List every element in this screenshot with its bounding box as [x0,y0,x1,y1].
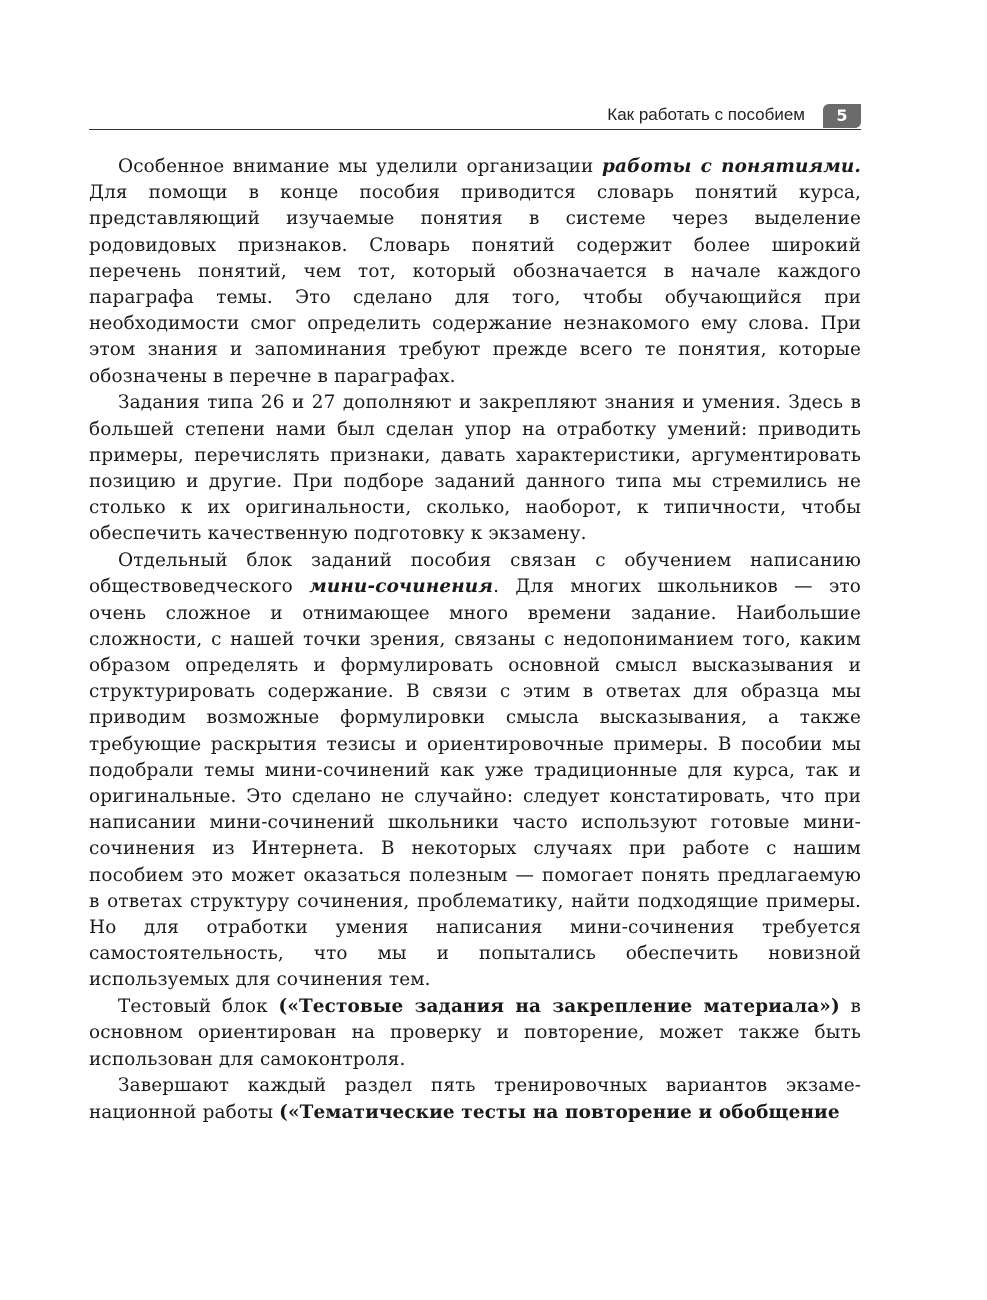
paragraph-test-block [89,994,861,1073]
paragraph-tasks [89,390,861,547]
paragraph-mini-essay [89,548,861,993]
paragraph-variants [89,1073,861,1125]
bold-title: («Тестовые задания на закрепление материала») [278,996,840,1018]
page-number-badge: 5 [823,104,861,128]
paragraph-text: Для помощи в конце пособия приводится словарь понятий курса, представляющий изучаемые понятия в системе через выделение родовидовых признаков. Словарь понятий содержит более широкий перечень понятий, чем тот, который обозначается в начале каждого параграфа темы. Это сделано для того, чтобы обучающийся при необходимости смог определить содержание незнакомого ему слова. При этом знания и запоминания требуют прежде всего те понятия, которые обозначены в перечне в параграфах. [89,182,861,387]
emphasis-term: мини-сочинения [309,576,494,598]
emphasis-term: работы с понятиями. [602,156,861,177]
body-text [89,154,861,1126]
paragraph-text: в основном ориентирован на проверку и повторение, может также быть использован для самоконтроля. [89,996,861,1070]
bold-title: («Тематические тесты на повторение и обобщение [279,1101,840,1123]
paragraph-text: Тестовый блок [118,996,279,1018]
running-header [89,104,861,130]
paragraph-text: Завершают каждый раздел пять тренировочных вариантов экзаменационной работы [89,1075,861,1123]
paragraph-text: Особенное внимание мы уделили организации [118,156,603,177]
header-rule [89,129,861,130]
paragraph-text: Задания типа 26 и 27 дополняют и закрепляют знания и умения. Здесь в большей степени нами был сделан упор на отработку умений: приводить примеры, перечислять признаки, давать характеристики, аргументировать позицию и другие. При подборе заданий данного типа мы стремились не столько к их оригинальности, сколько, наоборот, к типичности, чтобы обеспечить качественную подготовку к экзамену. [89,392,861,545]
paragraph-text: . Для многих школьников — это очень сложное и отнимающее много времени задание. Наибольшие сложности, с нашей точки зрения, связаны с недопониманием того, каким образом определять и формулировать основной смысл высказывания и структурировать содержание. В связи с этим в ответах для образца мы приводим возможные формулировки смысла высказывания, а также требующие раскрытия тезисы и ориентировочные примеры. В пособии мы подобрали темы мини-сочинений как уже традиционные для курса, так и оригинальные. Это сделано не случайно: следует констатировать, что при написании мини-сочинений школьники часто используют готовые мини-сочинения из Интернета. В некоторых случаях при работе с нашим пособием это может оказаться полезным — помогает понять предлагаемую в ответах структуру сочинения, проблематику, найти подходящие примеры. Но для отработки умения написания мини-сочинения требуется самостоятельность, что мы и попытались обеспечить новизной используемых для сочинения тем. [89,576,861,991]
paragraph-concepts [89,154,861,390]
paragraph-text: Отдельный блок заданий пособия связан с обучением написанию обществоведческого [89,550,861,598]
header-title: Как работать с пособием [607,105,805,124]
